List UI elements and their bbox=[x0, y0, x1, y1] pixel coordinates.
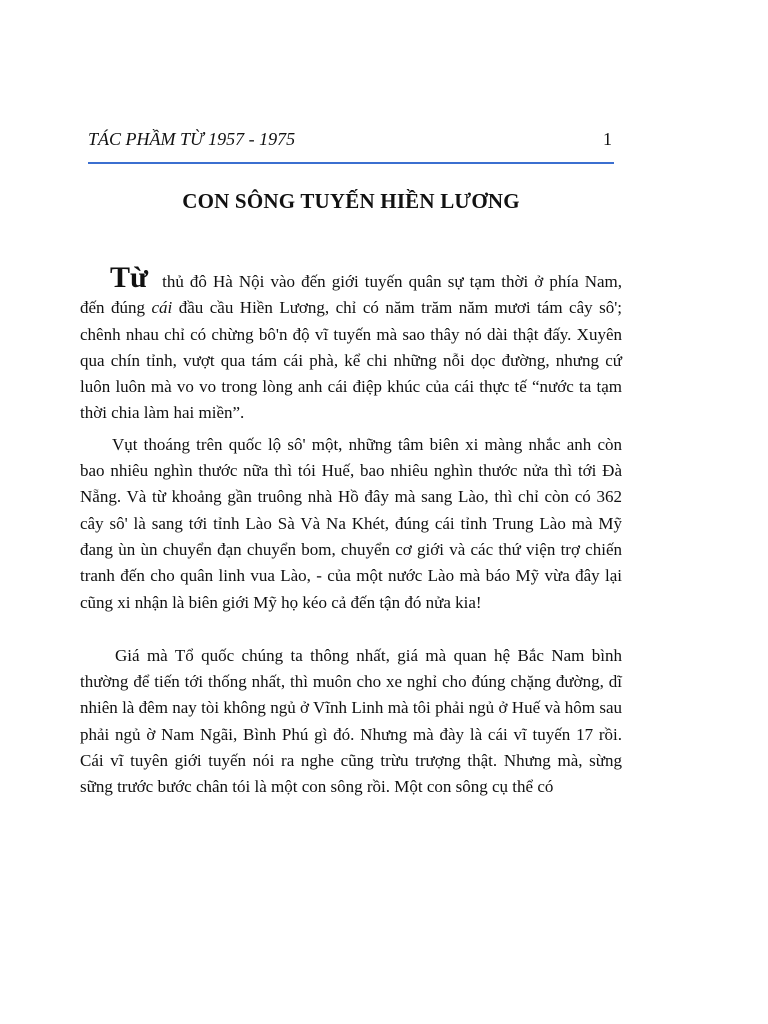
paragraph-3: Giá mà Tổ quốc chúng ta thông nhất, giá mà quan hệ Bắc Nam bình thường để tiến tới thống nhất, thì muôn cho xe nghỉ cho đúng chặng đường, dĩ nhiên là đêm nay tòi không ngủ ở Vĩnh Linh mà tôi phải ngủ ở Huế và hôm sau phải ngủ ờ Nam Ngãi, Bình Phú gì đó. Nhưng mà đày là cái vĩ tuyến 17 rồi. Cái vĩ tuyên giới tuyến nói ra nghe cũng trừu trượng thật. Nhưng mà, sừng sững trước bước chân tói là một con sông rồi. Một con sông cụ thể có bbox=[80, 645, 622, 797]
running-header bbox=[88, 126, 614, 154]
paragraph-1-text-b: đầu cầu Hiền Lương, chỉ có năm trăm năm mươi tám cây sô'; chênh nhau chỉ có chừng bô'n độ vĩ tuyến mà sao thây nó dài thật đấy. Xuyên qua chín tỉnh, vượt qua tám cái phà, kể chi những nỗi dọc đường, nhưng cứ luôn luôn mà vo vo trong lòng anh cái điệp khúc của cái thực tế “nước ta tạm thời chia làm hai miền”. bbox=[80, 298, 622, 423]
paragraph-2: Vụt thoáng trên quốc lộ sô' một, những tâm biên xi màng nhắc anh còn bao nhiêu nghìn thước nữa thì tói Huế, bao nhiêu nghìn thước nửa thì tới Đà Nẵng. Và từ khoảng gần truông nhà Hồ đây mà sang Lào, thì chỉ còn có 362 cây sô' là sang tới tỉnh Lào Sà Và Na Khét, đúng cái tỉnh Trung Lào mà Mỹ đang ùn ùn chuyển đạn chuyển bom, chuyển cơ giới và các thứ viện trợ chiến tranh đến cho quân linh vua Lào, - của một nước Lào mà báo Mỹ vừa đây lại cũng xi nhận là biên giới Mỹ họ kéo cả đến tận đó nửa kia! bbox=[80, 434, 622, 612]
body-text bbox=[80, 261, 622, 801]
paragraph-1-text-a: thủ đô Hà Nội vào đến giới tuyến quân sự tạm thời ở phía Nam, đến đúng bbox=[80, 272, 622, 318]
chapter-title: CON SÔNG TUYẾN HIỀN LƯƠNG bbox=[182, 189, 520, 213]
header-title: TÁC PHẦM TỪ 1957 - 1975 bbox=[88, 129, 296, 149]
paragraph-1 bbox=[80, 261, 622, 427]
drop-cap: Từ bbox=[110, 261, 149, 294]
paragraph-1-emphasis: cái bbox=[151, 298, 173, 318]
header-divider bbox=[88, 162, 614, 164]
page-number: 1 bbox=[603, 129, 612, 149]
